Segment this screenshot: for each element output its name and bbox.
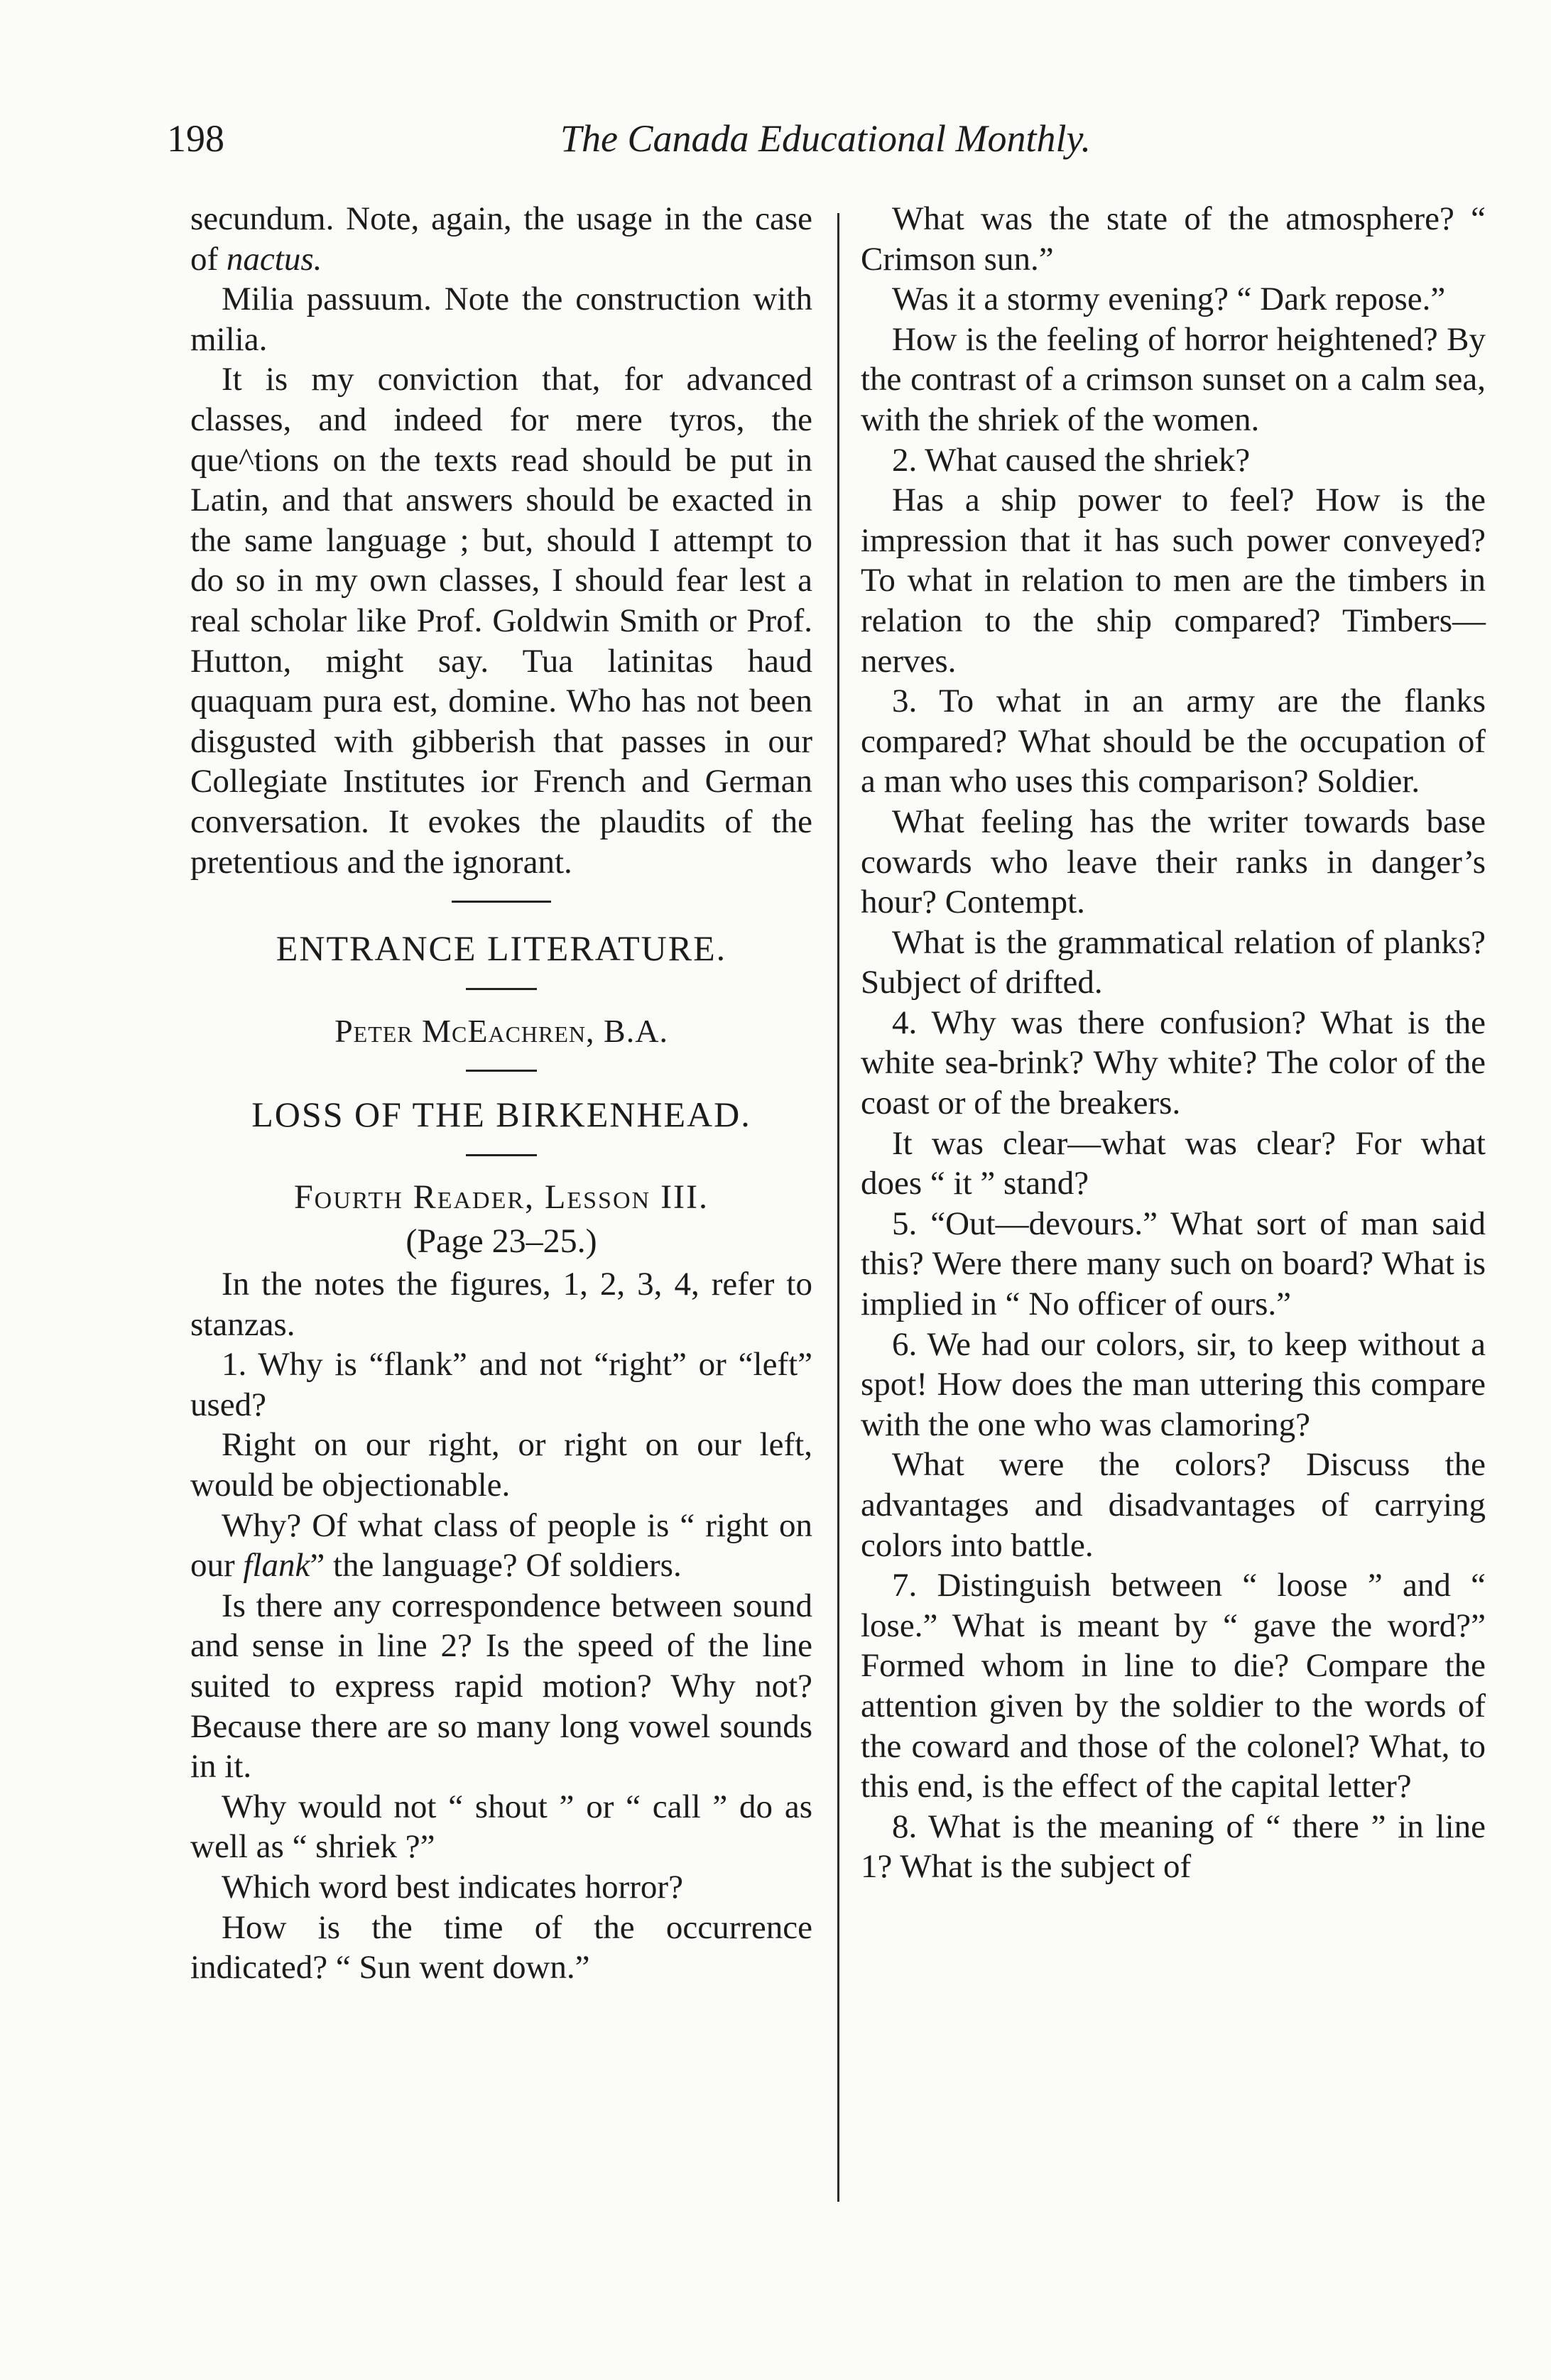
paragraph: What is the grammatical relation of planks? Subject of drifted. — [861, 923, 1486, 1001]
running-header — [167, 107, 1484, 170]
author-byline: Peter McEachren, B.A. — [334, 1013, 668, 1050]
question: Why? Of what class of people is “ right on our flank” the language? Of soldiers. — [190, 1506, 812, 1585]
paragraph: 5. “Out—devours.” What sort of man said this? Were there many such on board? What is implied in “ No officer of ours.” — [861, 1205, 1486, 1323]
running-title: The Canada Educational Monthly. — [560, 117, 1091, 160]
page-reference: (Page 23–25.) — [406, 1222, 597, 1261]
question: Which word best indicates horror? — [222, 1869, 683, 1906]
paragraph: 2. What caused the shriek? — [892, 441, 1251, 479]
question: Is there any correspondence between sound and sense in line 2? Is the speed of the line suited to express rapid motion? Why not? Because there are so many long vowel sounds in it. — [190, 1587, 812, 1786]
question: Why would not “ shout ” or “ call ” do as well as “ shriek ?” — [190, 1788, 812, 1866]
lesson-reference: Fourth Reader, Lesson III. — [293, 1178, 709, 1217]
paragraph: What was the state of the atmosphere? “ Crimson sun.” — [861, 200, 1486, 278]
italic-term: nactus. — [226, 240, 322, 278]
answer: Right on our right, or right on our left, would be objectionable. — [190, 1426, 812, 1504]
paragraph: 4. Why was there confusion? What is the white sea-brink? Why white? The color of the coast or of the breakers. — [861, 1004, 1486, 1122]
question: 1. Why is “flank” and not “right” or “left” used? — [190, 1346, 812, 1423]
paragraph: Was it a stormy evening? “ Dark repose.” — [892, 281, 1446, 318]
paragraph: 7. Distinguish between “ loose ” and “ lose.” What is meant by “ gave the word?” Formed whom in line to die? Compare the attention given by the soldier to the words of the coward and those of the colonel? What, to this end, is the effect of the capital letter? — [861, 1567, 1486, 1805]
paragraph: 6. We had our colors, sir, to keep without a spot! How does the man uttering this compare with the one who was clamoring? — [861, 1325, 1486, 1443]
paragraph: Has a ship power to feel? How is the impression that it has such power conveyed? To what in relation to men are the timbers in relation to the ship compared? Timbers—nerves. — [861, 482, 1486, 680]
right-column — [861, 199, 1486, 1887]
paragraph: In the notes the figures, 1, 2, 3, 4, refer to stanzas. — [190, 1266, 812, 1343]
paragraph: What feeling has the writer towards base cowards who leave their ranks in danger’s hour? Contempt. — [861, 803, 1486, 921]
paragraph: secundum. Note, again, the usage in the case of nactus. — [190, 200, 812, 278]
section-title: ENTRANCE LITERATURE. — [276, 928, 727, 969]
section-divider — [466, 1154, 537, 1156]
left-column — [190, 199, 812, 1988]
section-divider — [452, 901, 551, 903]
paragraph: Milia passuum. Note the construction with milia. — [190, 281, 812, 358]
article-title: LOSS OF THE BIRKENHEAD. — [251, 1094, 751, 1135]
paragraph: It is my conviction that, for advanced classes, and indeed for mere tyros, the que^tions on the texts read should be put in Latin, and that answers should be exacted in the same language ; but, should I attempt to do so in my own classes, I should fear lest a real scholar like Prof. Goldwin Smith or Prof. Hutton, might say. Tua latinitas haud quaquam pura est, domine. Who has not been disgusted with gibberish that passes in our Collegiate Institutes ior French and German conversation. It evokes the plaudits of the pretentious and the ignorant. — [190, 361, 812, 881]
paragraph: It was clear—what was clear? For what does “ it ” stand? — [861, 1124, 1486, 1202]
column-divider — [837, 213, 839, 2202]
paragraph: How is the feeling of horror heightened? By the contrast of a crimson sunset on a calm sea, with the shriek of the women. — [861, 320, 1486, 438]
paragraph: What were the colors? Discuss the advantages and disadvantages of carrying colors into battle. — [861, 1446, 1486, 1564]
page-number: 198 — [167, 117, 224, 160]
italic-term: flank — [243, 1547, 310, 1585]
paragraph: 8. What is the meaning of “ there ” in line 1? What is the subject of — [861, 1808, 1486, 1886]
paragraph: 3. To what in an army are the flanks compared? What should be the occupation of a man who uses this comparison? Soldier. — [861, 683, 1486, 800]
section-divider — [466, 988, 537, 990]
question: How is the time of the occurrence indicated? “ Sun went down.” — [190, 1908, 812, 1987]
section-divider — [466, 1070, 537, 1072]
